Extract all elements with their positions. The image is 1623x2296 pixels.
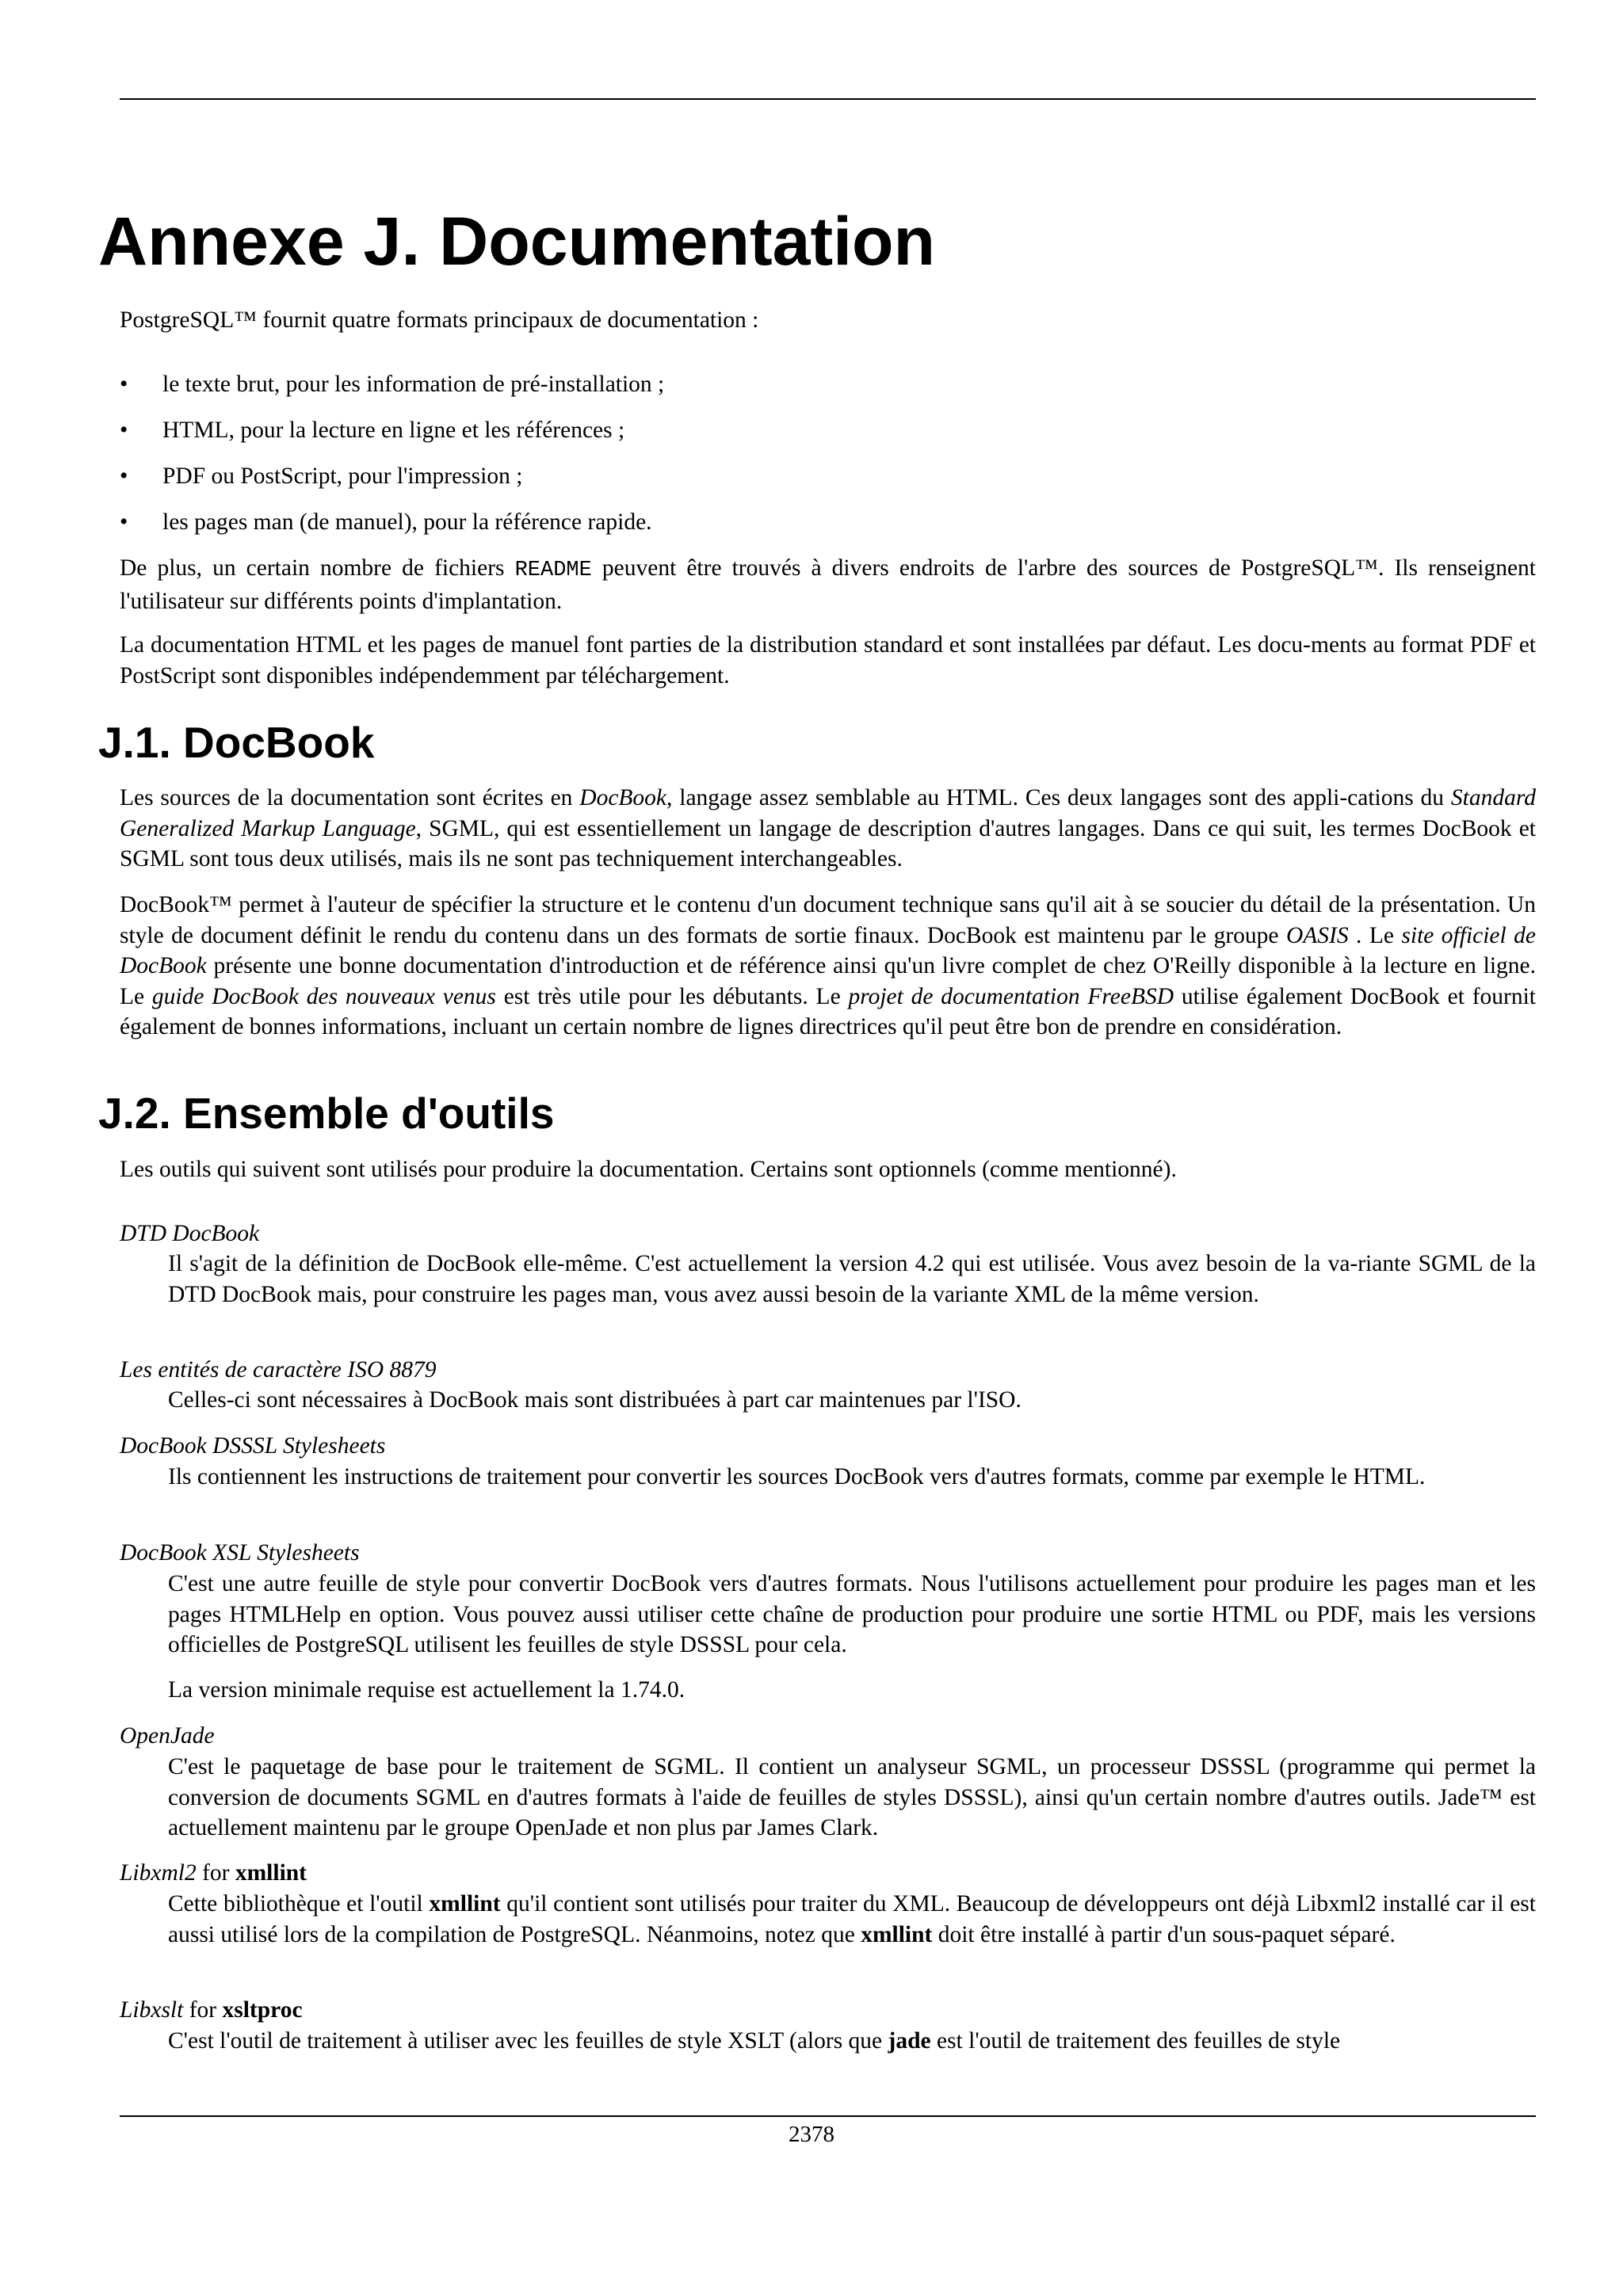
bullet-icon: • xyxy=(120,463,128,489)
newbie-guide-link[interactable]: guide DocBook des nouveaux venus xyxy=(151,983,496,1009)
docbook-paragraph-2: DocBook™ permet à l'auteur de spécifier la structure et le contenu d'un document technique sans qu'il ait à se soucier du détail de la présentation. Un style de document définit le rendu du contenu dans un des formats de sortie finaux. DocBook est maintenu par le groupe OASIS . Le site officiel de DocBook présente une bonne documentation d'introduction et de référence ainsi qu'un livre complet de chez O'Reilly disponible à la lecture en ligne. Le guide DocBook des nouveaux venus est très utile pour les débutants. Le projet de documentation FreeBSD utilise également DocBook et fournit également de bonnes informations, incluant un certain nombre de lignes directrices qu'il peut être bon de prendre en considération. xyxy=(120,892,1536,1039)
readme-code: README xyxy=(514,559,592,582)
bullet-icon: • xyxy=(120,418,128,443)
section-heading-docbook: J.1. DocBook xyxy=(98,718,375,767)
term-openjade: OpenJade xyxy=(120,1723,215,1749)
tools-intro: Les outils qui suivent sont utilisés pour produire la documentation. Certains sont optionnels (comme mentionné). xyxy=(120,1157,1177,1182)
section-heading-tools: J.2. Ensemble d'outils xyxy=(98,1089,555,1138)
term-dsssl-stylesheets: DocBook DSSSL Stylesheets xyxy=(120,1433,386,1459)
bullet-icon: • xyxy=(120,372,128,397)
def-xsl-min-version: La version minimale requise est actuellement la 1.74.0. xyxy=(168,1677,685,1703)
readme-paragraph: De plus, un certain nombre de fichiers README peuvent être trouvés à divers endroits de l'arbre des sources de PostgreSQL™. Ils renseignent l'utilisateur sur différents points d'implantation. xyxy=(120,555,1536,614)
term-xsl-stylesheets: DocBook XSL Stylesheets xyxy=(120,1540,360,1566)
def-dsssl-stylesheets: Ils contiennent les instructions de traitement pour convertir les sources DocBook vers d'autres formats, comme par exemple le HTML. xyxy=(168,1464,1426,1489)
def-libxslt: C'est l'outil de traitement à utiliser avec les feuilles de style XSLT (alors que jade est l'outil de traitement des feuilles de style xyxy=(168,2028,1341,2054)
header-rule xyxy=(120,98,1536,100)
term-libxslt: Libxslt for xsltproc xyxy=(120,1997,303,2023)
page-number: 2378 xyxy=(789,2122,834,2147)
term-libxml2: Libxml2 for xmllint xyxy=(120,1860,307,1886)
bullet-icon: • xyxy=(120,509,128,535)
html-paragraph: La documentation HTML et les pages de manuel font parties de la distribution standard et sont installées par défaut. Les docu-ments au format PDF et PostScript sont disponibles indépendemment par téléchargement. xyxy=(120,632,1536,688)
term-iso-8879: Les entités de caractère ISO 8879 xyxy=(120,1357,437,1383)
term-dtd-docbook: DTD DocBook xyxy=(120,1221,260,1246)
oasis-link[interactable]: OASIS xyxy=(1285,922,1349,948)
def-dtd-docbook: Il s'agit de la définition de DocBook elle-même. C'est actuellement la version 4.2 qui est utilisée. Vous avez besoin de la va-riante SGML de la DTD DocBook mais, pour construire les pages man, vous avez aussi besoin de la variante XML de la même version. xyxy=(168,1251,1536,1307)
def-libxml2: Cette bibliothèque et l'outil xmllint qu'il contient sont utilisés pour traiter du XML. Beaucoup de développeurs ont déjà Libxml2 installé car il est aussi utilisé lors de la compilation de PostgreSQL. Néanmoins, notez que xmllint doit être installé à partir d'un sous-paquet séparé. xyxy=(168,1891,1536,1947)
docbook-paragraph-1: Les sources de la documentation sont écrites en DocBook, langage assez semblable au HTML. Ces deux langages sont des appli-cations du Standard Generalized Markup Language, SGML, qui est essentiellement un langage de description d'autres langages. Dans ce qui suit, les termes DocBook et SGML sont tous deux utilisés, mais ils ne sont pas techniquement interchangeables. xyxy=(120,785,1536,871)
def-openjade: C'est le paquetage de base pour le traitement de SGML. Il contient un analyseur SGML, un processeur DSSSL (programme qui permet la conversion de documents SGML en d'autres formats à l'aide de feuilles de styles DSSSL), ainsi qu'un certain nombre d'autres outils. Jade™ est actuellement maintenu par le groupe OpenJade et non plus par James Clark. xyxy=(168,1754,1536,1840)
def-iso-8879: Celles-ci sont nécessaires à DocBook mais sont distribuées à part car maintenues par l'ISO. xyxy=(168,1387,1022,1413)
footer-rule xyxy=(120,2115,1536,2117)
intro-paragraph: PostgreSQL™ fournit quatre formats principaux de documentation : xyxy=(120,307,759,333)
page-title: Annexe J. Documentation xyxy=(98,204,936,280)
def-xsl-stylesheets: C'est une autre feuille de style pour convertir DocBook vers d'autres formats. Nous l'utilisons actuellement pour produire les pages man et les pages HTMLHelp en option. Vous pouvez aussi utiliser cette chaîne de production pour produire une sortie HTML ou PDF, mais les versions officielles de PostgreSQL utilisent les feuilles de style DSSSL pour cela. xyxy=(168,1571,1536,1657)
docbook-site-link[interactable]: site officiel de DocBook xyxy=(120,922,1536,978)
freebsd-doc-link[interactable]: projet de documentation FreeBSD xyxy=(848,983,1174,1009)
